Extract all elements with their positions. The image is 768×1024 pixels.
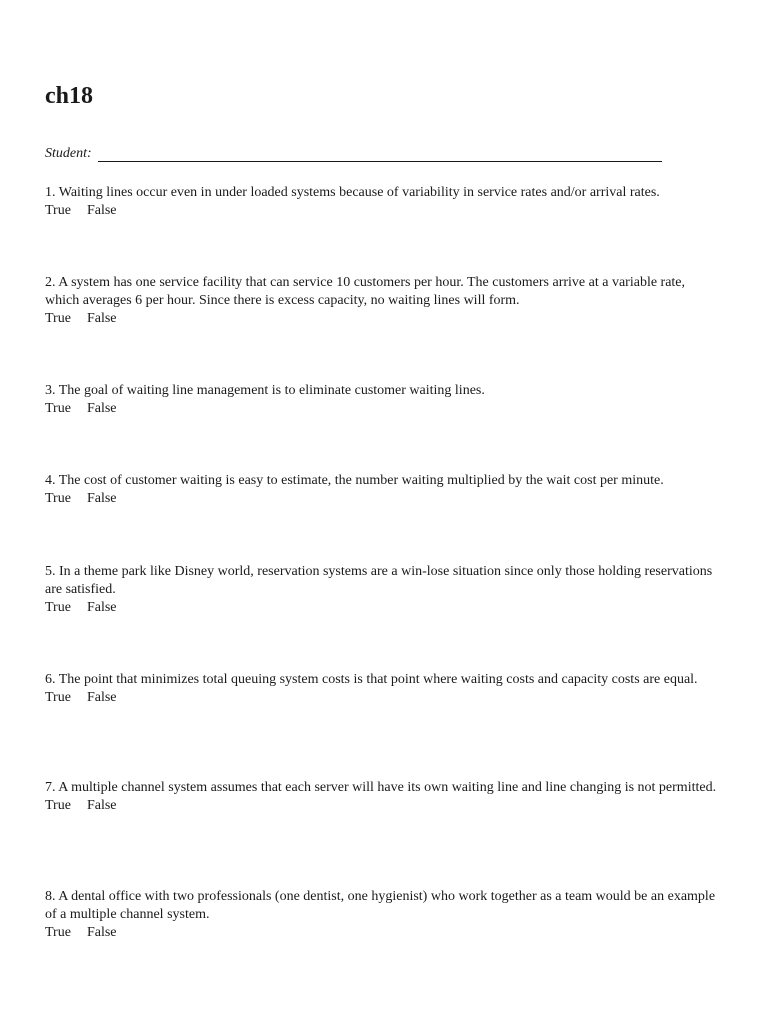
true-option: True xyxy=(45,203,71,218)
question-8 xyxy=(45,888,717,942)
question-3 xyxy=(45,382,717,418)
question-number: 2. xyxy=(45,275,56,290)
false-option: False xyxy=(86,600,117,615)
answer-options xyxy=(45,599,717,617)
question-text: A dental office with two professionals (one dentist, one hygienist) who work together as a team would be an example of a multiple channel system. xyxy=(45,889,716,922)
true-option: True xyxy=(45,690,71,705)
question-number: 8. xyxy=(45,889,56,904)
false-option: False xyxy=(86,690,117,705)
question-text: The goal of waiting line management is to eliminate customer waiting lines. xyxy=(58,383,485,398)
question-text: A system has one service facility that can service 10 customers per hour. The customers arrive at a variable rate, which averages 6 per hour. Since there is excess capacity, no waiting lines will form. xyxy=(45,275,686,308)
question-2 xyxy=(45,274,717,328)
student-name-blank xyxy=(98,147,662,162)
false-option: False xyxy=(86,203,117,218)
true-option: True xyxy=(45,798,71,813)
false-option: False xyxy=(86,925,117,940)
answer-options xyxy=(45,202,717,220)
question-4 xyxy=(45,472,717,508)
true-option: True xyxy=(45,311,71,326)
question-text: A multiple channel system assumes that each server will have its own waiting line and line changing is not permitted. xyxy=(58,780,717,795)
answer-options xyxy=(45,924,717,942)
answer-options xyxy=(45,310,717,328)
answer-options xyxy=(45,490,717,508)
false-option: False xyxy=(86,401,117,416)
page-title: ch18 xyxy=(45,83,93,109)
question-5 xyxy=(45,563,717,617)
question-7 xyxy=(45,779,717,815)
question-number: 6. xyxy=(45,672,56,687)
question-number: 4. xyxy=(45,473,56,488)
question-1 xyxy=(45,184,717,220)
true-option: True xyxy=(45,401,71,416)
question-number: 3. xyxy=(45,383,56,398)
question-6 xyxy=(45,671,717,707)
question-number: 1. xyxy=(45,185,56,200)
false-option: False xyxy=(86,491,117,506)
false-option: False xyxy=(86,798,117,813)
true-option: True xyxy=(45,600,71,615)
question-text: Waiting lines occur even in under loaded systems because of variability in service rates and/or arrival rates. xyxy=(58,185,660,200)
false-option: False xyxy=(86,311,117,326)
question-number: 7. xyxy=(45,780,56,795)
question-text: The point that minimizes total queuing system costs is that point where waiting costs and capacity costs are equal. xyxy=(58,672,698,687)
true-option: True xyxy=(45,491,71,506)
student-name-line xyxy=(45,146,662,162)
true-option: True xyxy=(45,925,71,940)
question-number: 5. xyxy=(45,564,56,579)
answer-options xyxy=(45,797,717,815)
student-label: Student: xyxy=(45,146,92,161)
question-text: In a theme park like Disney world, reservation systems are a win-lose situation since only those holding reservations are satisfied. xyxy=(45,564,713,597)
question-text: The cost of customer waiting is easy to estimate, the number waiting multiplied by the wait cost per minute. xyxy=(58,473,664,488)
answer-options xyxy=(45,400,717,418)
answer-options xyxy=(45,689,717,707)
